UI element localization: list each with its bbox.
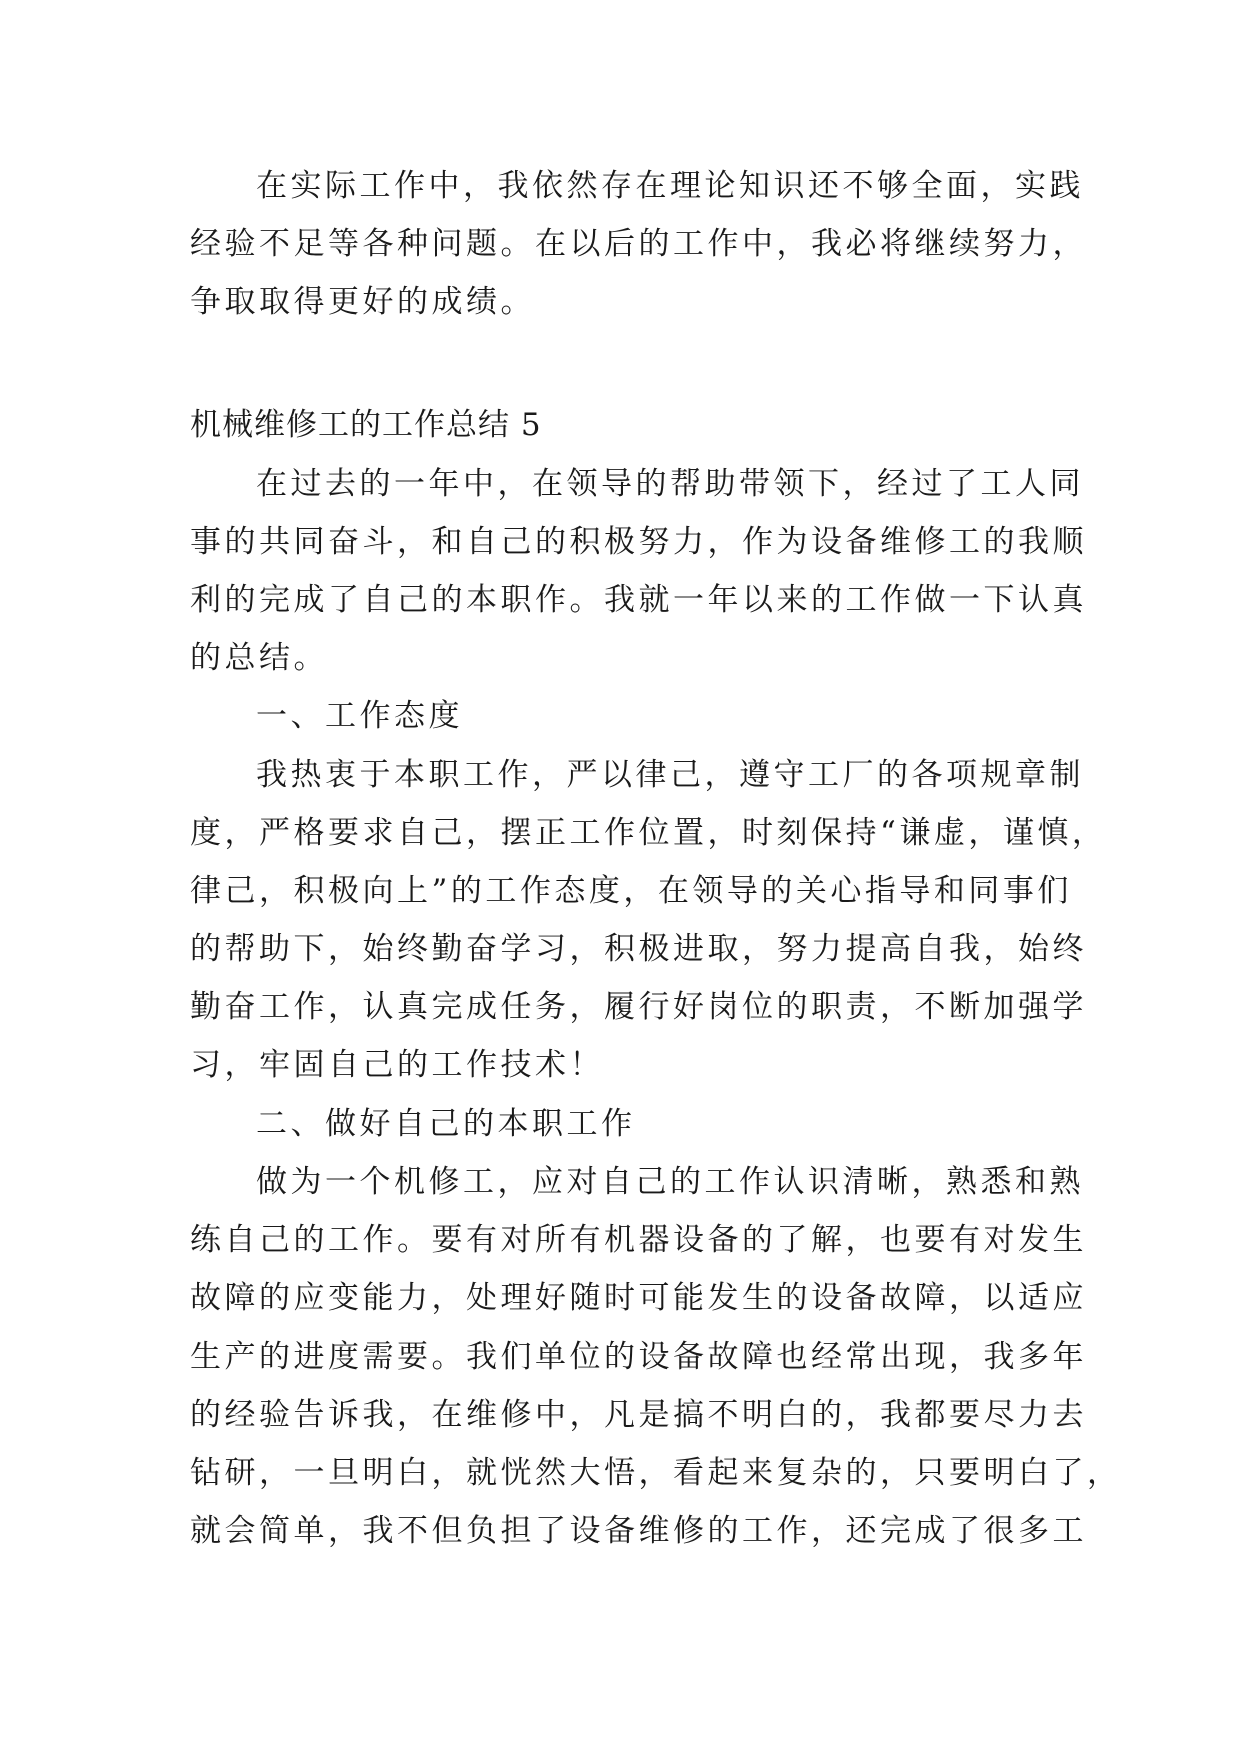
text-line: 勤奋工作，认真完成任务，履行好岗位的职责，不断加强学	[190, 989, 1087, 1025]
text-line: 在过去的一年中，在领导的帮助带领下，经过了工人同	[256, 466, 1084, 502]
text-line: 事的共同奋斗，和自己的积极努力，作为设备维修工的我顺	[190, 524, 1087, 560]
text-line: 经验不足等各种问题。在以后的工作中，我必将继续努力，	[190, 226, 1087, 262]
text-line: 就会简单，我不但负担了设备维修的工作，还完成了很多工	[190, 1513, 1087, 1549]
text-line: 的帮助下，始终勤奋学习，积极进取，努力提高自我，始终	[190, 931, 1087, 967]
text-line: 习，牢固自己的工作技术！	[190, 1047, 604, 1083]
section-title: 机械维修工的工作总结 5	[190, 407, 542, 443]
subheading: 二、做好自己的本职工作	[256, 1106, 636, 1142]
text-line: 故障的应变能力，处理好随时可能发生的设备故障，以适应	[190, 1280, 1087, 1316]
text-line: 我热衷于本职工作，严以律己，遵守工厂的各项规章制	[256, 757, 1084, 793]
text-line: 度，严格要求自己，摆正工作位置，时刻保持“谦虚，谨慎，	[190, 815, 1107, 851]
text-line: 钻研，一旦明白，就恍然大悟，看起来复杂的，只要明白了，	[190, 1455, 1122, 1491]
text-line: 的经验告诉我，在维修中，凡是搞不明白的，我都要尽力去	[190, 1397, 1087, 1433]
text-line: 律己，积极向上”的工作态度，在领导的关心指导和同事们	[190, 873, 1072, 909]
text-line: 在实际工作中，我依然存在理论知识还不够全面，实践	[256, 168, 1084, 204]
text-line: 利的完成了自己的本职作。我就一年以来的工作做一下认真	[190, 582, 1087, 618]
text-line: 练自己的工作。要有对所有机器设备的了解，也要有对发生	[190, 1222, 1087, 1258]
subheading: 一、工作态度	[256, 698, 463, 734]
text-line: 争取取得更好的成绩。	[190, 284, 535, 320]
text-line: 生产的进度需要。我们单位的设备故障也经常出现，我多年	[190, 1339, 1087, 1375]
text-line: 的总结。	[190, 640, 328, 676]
text-line: 做为一个机修工，应对自己的工作认识清晰，熟悉和熟	[256, 1164, 1084, 1200]
